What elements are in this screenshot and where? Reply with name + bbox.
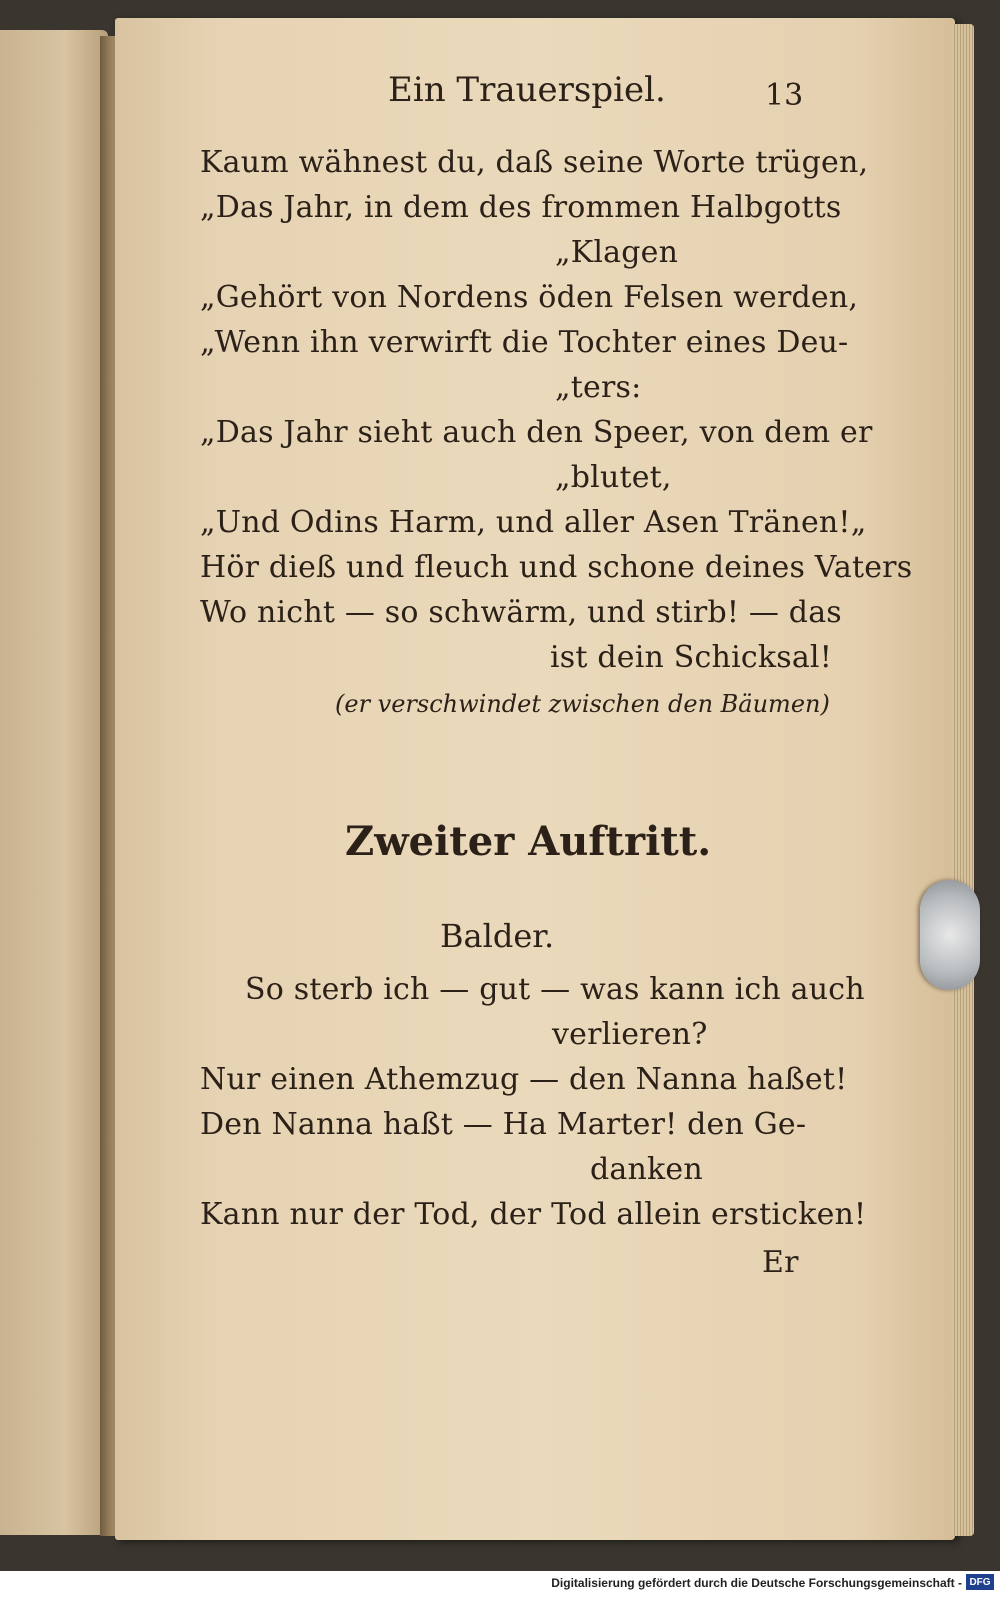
page-number: 13 [765,78,804,113]
page-stack-edge [952,24,974,1536]
verse-line: „Gehört von Nordens öden Felsen werden, [200,280,859,315]
scene-title: Zweiter Auftritt. [345,818,712,865]
verse-line: „Das Jahr sieht auch den Speer, von dem er [200,415,873,450]
verse-line: Wo nicht — so schwärm, und stirb! — das [200,595,842,630]
verse-line: So sterb ich — gut — was kann ich auch [245,972,865,1007]
verse-line: danken [590,1152,703,1187]
verse-line: Kaum wähnest du, daß seine Worte trügen, [200,145,869,180]
verse-line: Den Nanna haßt — Ha Marter! den Ge- [200,1107,807,1142]
verse-line: „Wenn ihn verwirft die Tochter eines Deu- [200,325,849,360]
catchword: Er [762,1245,799,1280]
book-page [115,18,955,1540]
verse-line: „Das Jahr, in dem des frommen Halbgotts [200,190,842,225]
stage-direction: (er verschwindet zwischen den Bäumen) [335,690,830,718]
verse-line: „Klagen [555,235,679,270]
verse-line: ist dein Schicksal! [550,640,832,675]
page-clip [920,880,980,990]
speaker-name: Balder. [440,917,555,955]
verse-line: Kann nur der Tod, der Tod allein ersticken! [200,1197,867,1232]
left-page-edge [0,30,108,1535]
verse-line: „ters: [555,370,642,405]
dfg-logo: DFG [966,1574,994,1590]
verse-line: verlieren? [552,1017,708,1052]
running-title: Ein Trauerspiel. [388,70,666,110]
verse-line: „blutet, [555,460,672,495]
verse-line: Nur einen Athemzug — den Nanna haßet! [200,1062,848,1097]
verse-line: Hör dieß und fleuch und schone deines Vaters [200,550,913,585]
funding-credit: Digitalisierung gefördert durch die Deutsche Forschungsgemeinschaft - [551,1576,962,1590]
verse-line: „Und Odins Harm, und aller Asen Tränen!„ [200,505,867,540]
